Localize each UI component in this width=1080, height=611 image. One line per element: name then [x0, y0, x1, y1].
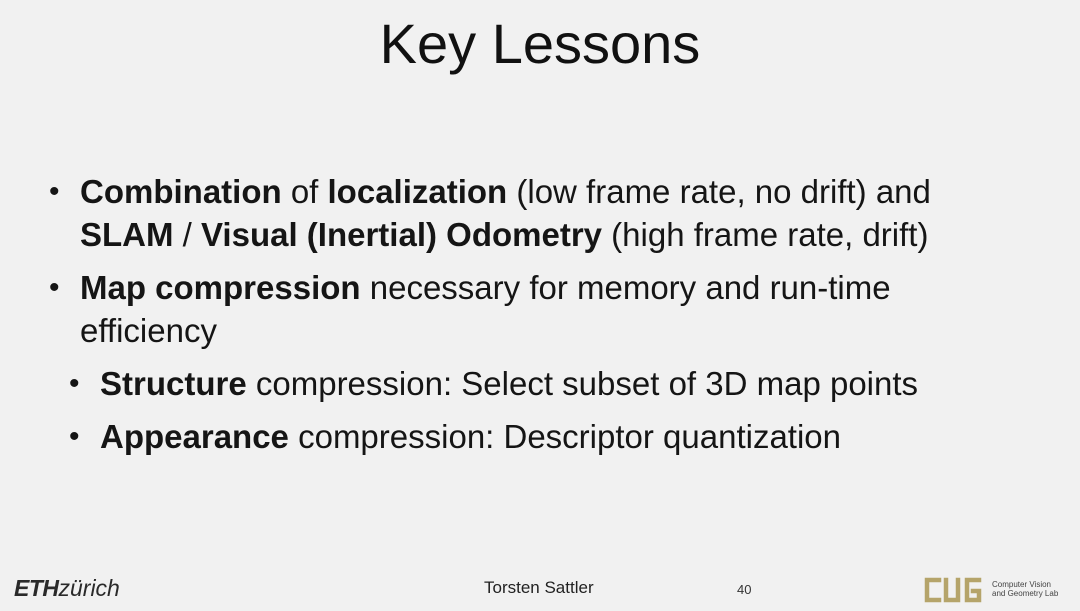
bullet-text: /: [173, 216, 202, 253]
page-number: 40: [737, 582, 752, 597]
bullet-text: efficiency: [80, 312, 217, 349]
bullet-text: (low frame rate, no drift) and: [507, 173, 931, 210]
bullet-dot-icon: •: [49, 271, 60, 304]
bullet-text: necessary for memory and run-time: [360, 269, 891, 306]
cvg-lab-name: [992, 580, 1058, 598]
bullet-text: of: [281, 173, 328, 210]
bullet-text: (high frame rate, drift): [602, 216, 929, 253]
bullet-dot-icon: •: [49, 175, 60, 208]
bold-term: localization: [327, 173, 508, 210]
bold-term: Combination: [80, 173, 282, 210]
bullet-dot-icon: •: [69, 367, 80, 400]
sub-bullet-item-appearance: [69, 415, 842, 458]
bullet-line: [80, 170, 931, 213]
cvg-lab-logo: [922, 574, 1072, 606]
bullet-item-map-compression: [49, 266, 891, 352]
bullet-line: [80, 213, 931, 256]
bullet-line: [100, 362, 918, 405]
eth-logo-rest: zürich: [58, 575, 120, 601]
lab-name-line: and Geometry Lab: [992, 589, 1059, 598]
footer-author: Torsten Sattler: [484, 578, 594, 597]
bullet-item-combination: [49, 170, 931, 256]
slide-title: Key Lessons: [379, 12, 701, 75]
bullet-dot-icon: •: [69, 420, 80, 453]
bullet-line: [100, 415, 841, 458]
bold-term: Visual (Inertial) Odometry: [201, 216, 603, 253]
eth-zurich-logo: [14, 573, 120, 603]
bold-term: Map compression: [80, 269, 361, 306]
lab-name-line: Computer Vision: [992, 580, 1051, 589]
cvg-logo-icon: [922, 574, 988, 606]
bullet-text: compression: Select subset of 3D map points: [246, 365, 919, 402]
sub-bullet-item-structure: [69, 362, 919, 405]
bold-term: Structure: [100, 365, 247, 402]
bold-term: SLAM: [80, 216, 174, 253]
bullet-text: compression: Descriptor quantization: [288, 418, 842, 455]
bullet-line: [80, 309, 891, 352]
eth-logo-bold: ETH: [14, 575, 59, 601]
bold-term: Appearance: [100, 418, 289, 455]
bullet-line: [80, 266, 891, 309]
